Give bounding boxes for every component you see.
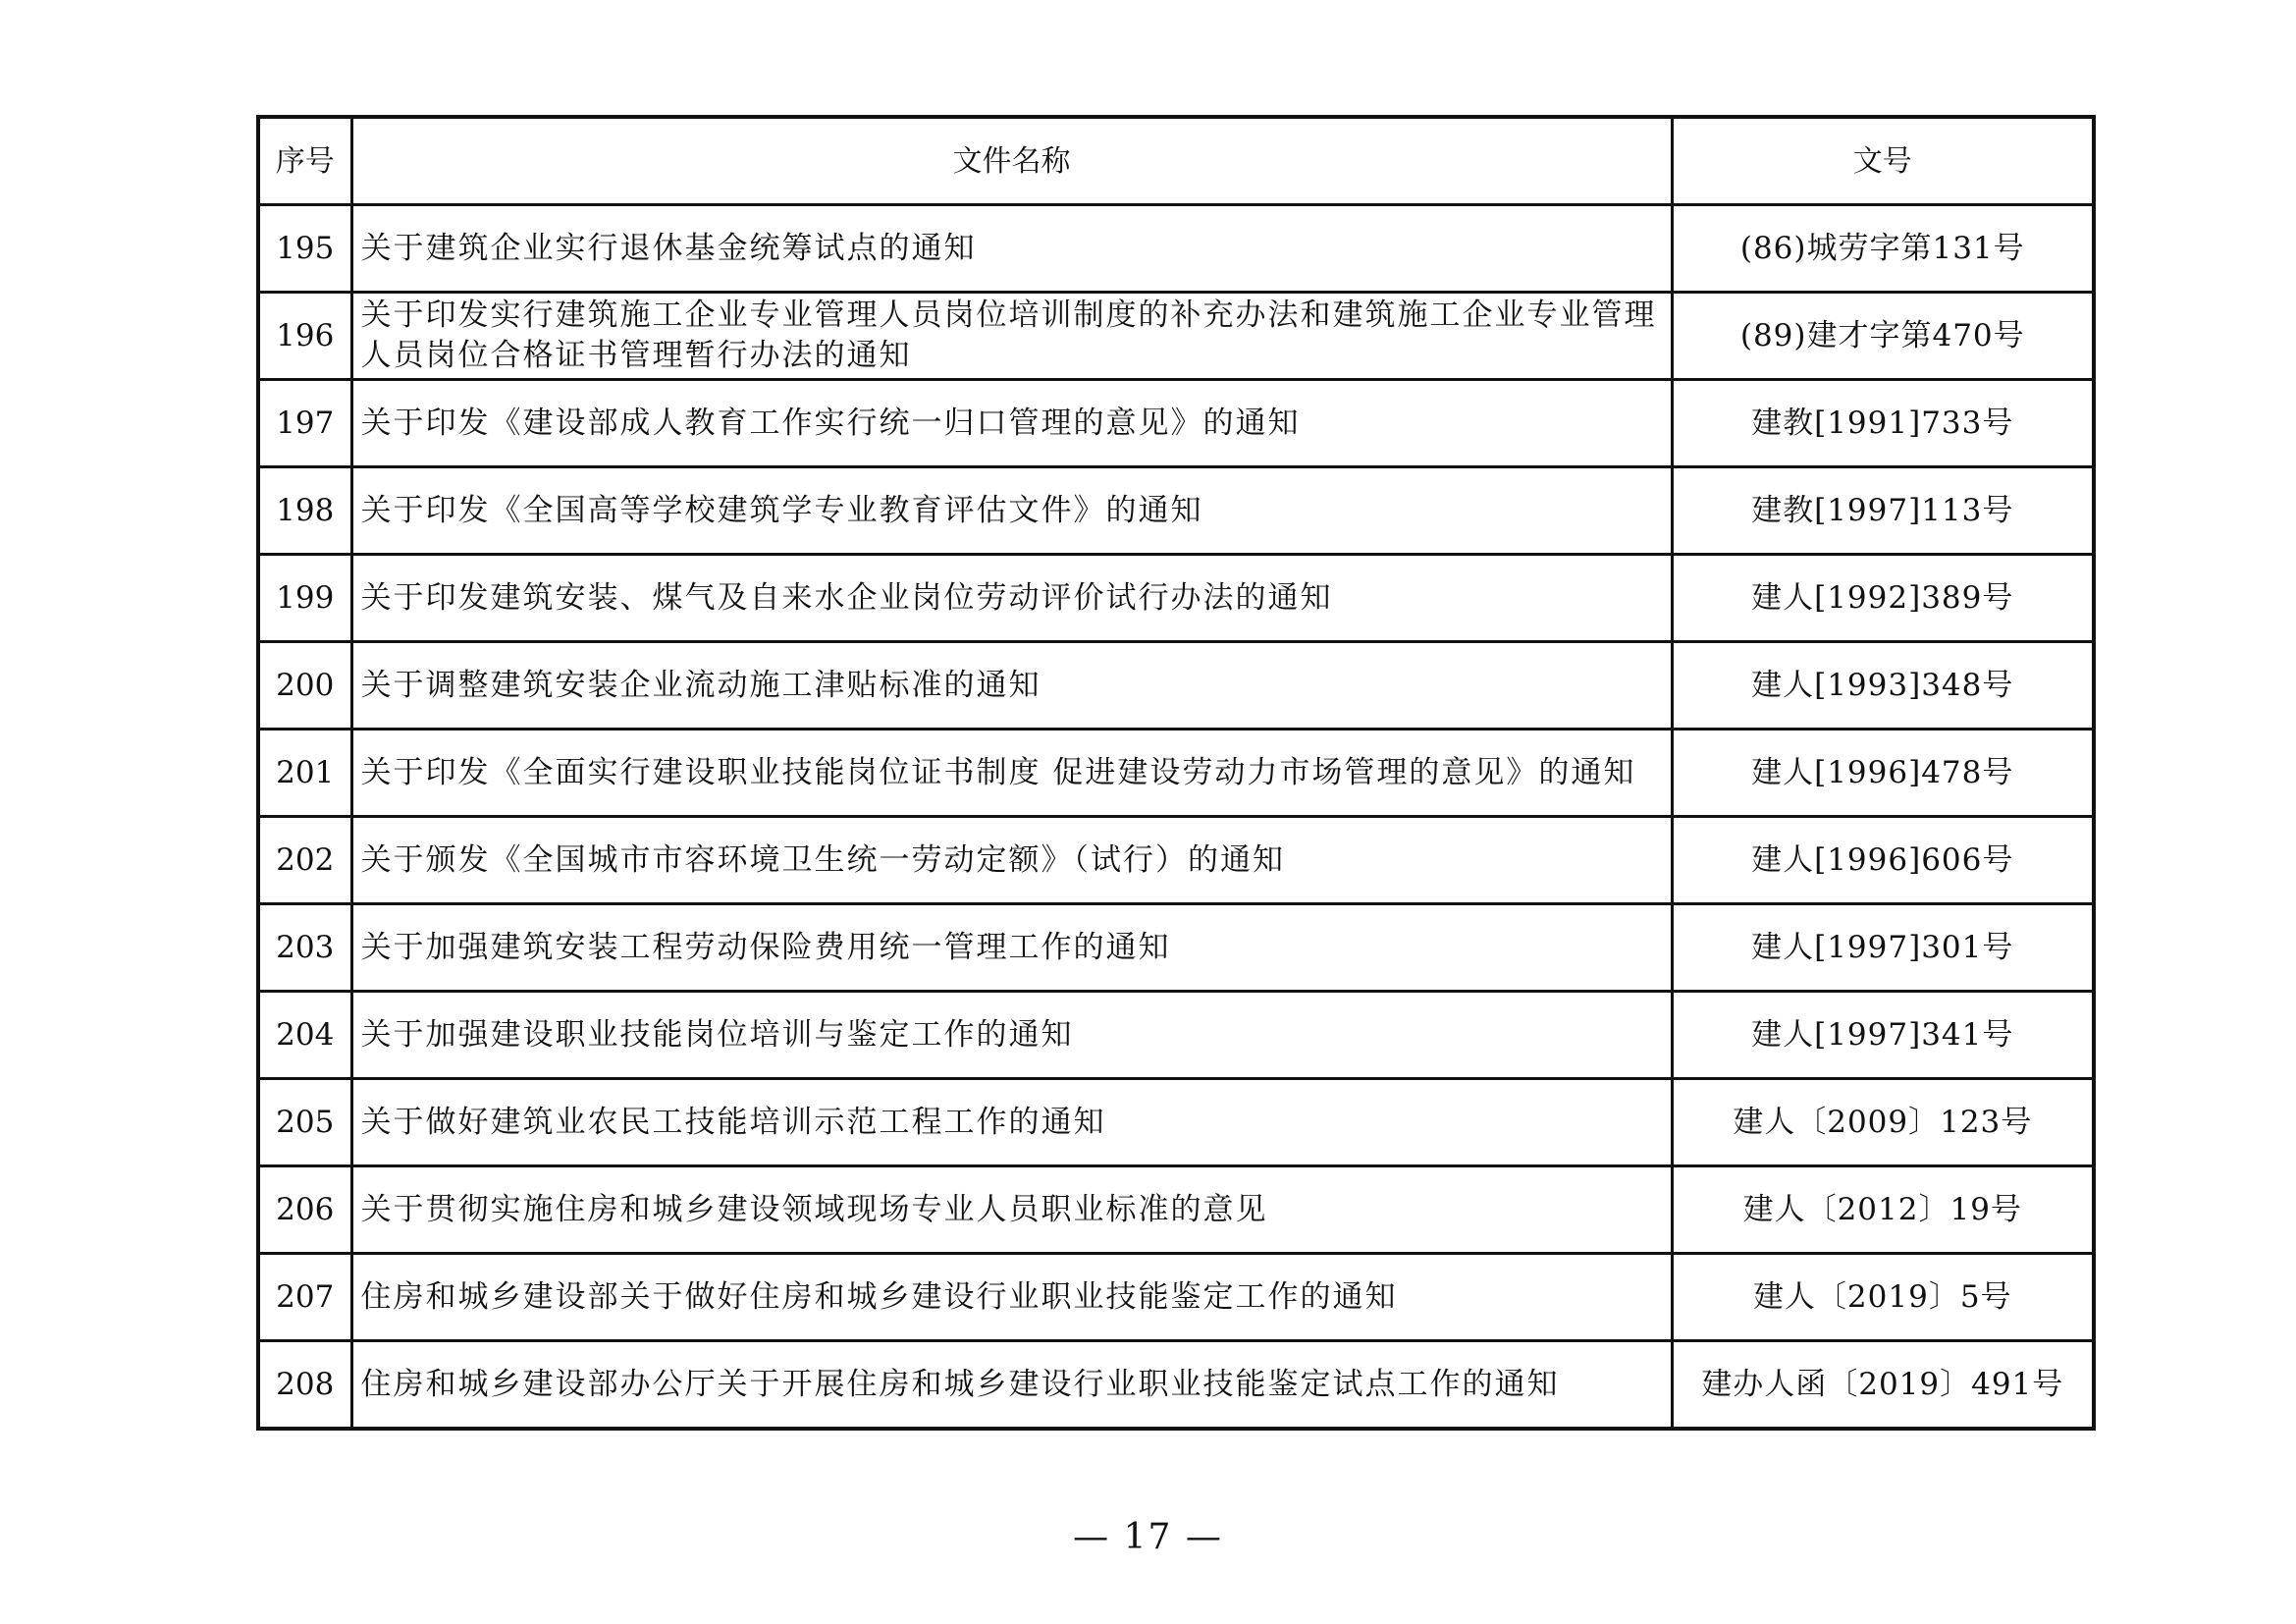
table-row [258,904,2094,992]
row-seq-cell: 195 [258,205,351,293]
row-seq-cell: 201 [258,730,351,817]
row-doc-number-cell: 建人〔2009〕123号 [1672,1079,2094,1166]
row-doc-number-cell: 建人[1996]606号 [1672,817,2094,904]
row-file-name-cell: 关于印发建筑安装、煤气及自来水企业岗位劳动评价试行办法的通知 [351,555,1672,642]
table-row [258,817,2094,904]
row-doc-number-cell: 建人〔2012〕19号 [1672,1166,2094,1254]
row-doc-number-cell: 建人[1993]348号 [1672,642,2094,730]
row-file-name-cell: 关于加强建设职业技能岗位培训与鉴定工作的通知 [351,992,1672,1079]
row-file-name-cell: 关于建筑企业实行退休基金统筹试点的通知 [351,205,1672,293]
table-row [258,467,2094,555]
row-seq-cell: 207 [258,1254,351,1341]
row-seq-cell: 206 [258,1166,351,1254]
table-row [258,205,2094,293]
row-file-name-cell: 关于印发《全国高等学校建筑学专业教育评估文件》的通知 [351,467,1672,555]
row-seq-cell: 200 [258,642,351,730]
row-seq-cell: 204 [258,992,351,1079]
row-doc-number-cell: 建办人函〔2019〕491号 [1672,1341,2094,1430]
row-seq-cell: 198 [258,467,351,555]
row-seq-cell: 208 [258,1341,351,1430]
row-seq-cell: 205 [258,1079,351,1166]
table-row [258,1166,2094,1254]
document-list-table [256,115,2096,1431]
row-file-name-cell: 关于印发实行建筑施工企业专业管理人员岗位培训制度的补充办法和建筑施工企业专业管理人员岗位合格证书管理暂行办法的通知 [351,293,1672,380]
header-seq: 序号 [258,117,351,205]
row-doc-number-cell: 建教[1991]733号 [1672,380,2094,467]
table-row [258,1341,2094,1430]
row-doc-number-cell: 建人[1992]389号 [1672,555,2094,642]
row-doc-number-cell: 建人〔2019〕5号 [1672,1254,2094,1341]
row-file-name-cell: 关于调整建筑安装企业流动施工津贴标准的通知 [351,642,1672,730]
row-file-name-cell: 住房和城乡建设部办公厅关于开展住房和城乡建设行业职业技能鉴定试点工作的通知 [351,1341,1672,1430]
header-doc-number: 文号 [1672,117,2094,205]
table-row [258,642,2094,730]
table-body [258,205,2094,1430]
row-doc-number-cell: 建人[1997]301号 [1672,904,2094,992]
row-file-name-cell: 关于印发《建设部成人教育工作实行统一归口管理的意见》的通知 [351,380,1672,467]
table-row [258,1254,2094,1341]
table-row [258,992,2094,1079]
row-file-name-cell: 住房和城乡建设部关于做好住房和城乡建设行业职业技能鉴定工作的通知 [351,1254,1672,1341]
row-file-name-cell: 关于颁发《全国城市市容环境卫生统一劳动定额》（试行）的通知 [351,817,1672,904]
row-doc-number-cell: 建教[1997]113号 [1672,467,2094,555]
row-seq-cell: 196 [258,293,351,380]
table-row [258,1079,2094,1166]
row-seq-cell: 197 [258,380,351,467]
row-doc-number-cell: (86)城劳字第131号 [1672,205,2094,293]
table-header-row [258,117,2094,205]
table-row [258,730,2094,817]
row-seq-cell: 199 [258,555,351,642]
row-file-name-cell: 关于做好建筑业农民工技能培训示范工程工作的通知 [351,1079,1672,1166]
row-seq-cell: 202 [258,817,351,904]
row-file-name-cell: 关于印发《全面实行建设职业技能岗位证书制度 促进建设劳动力市场管理的意见》的通知 [351,730,1672,817]
row-file-name-cell: 关于贯彻实施住房和城乡建设领域现场专业人员职业标准的意见 [351,1166,1672,1254]
row-doc-number-cell: 建人[1997]341号 [1672,992,2094,1079]
row-doc-number-cell: (89)建才字第470号 [1672,293,2094,380]
row-seq-cell: 203 [258,904,351,992]
row-doc-number-cell: 建人[1996]478号 [1672,730,2094,817]
table-row [258,293,2094,380]
header-file-name: 文件名称 [351,117,1672,205]
row-file-name-cell: 关于加强建筑安装工程劳动保险费用统一管理工作的通知 [351,904,1672,992]
page-number: — 17 — [1073,1517,1223,1557]
table-row [258,380,2094,467]
table-row [258,555,2094,642]
